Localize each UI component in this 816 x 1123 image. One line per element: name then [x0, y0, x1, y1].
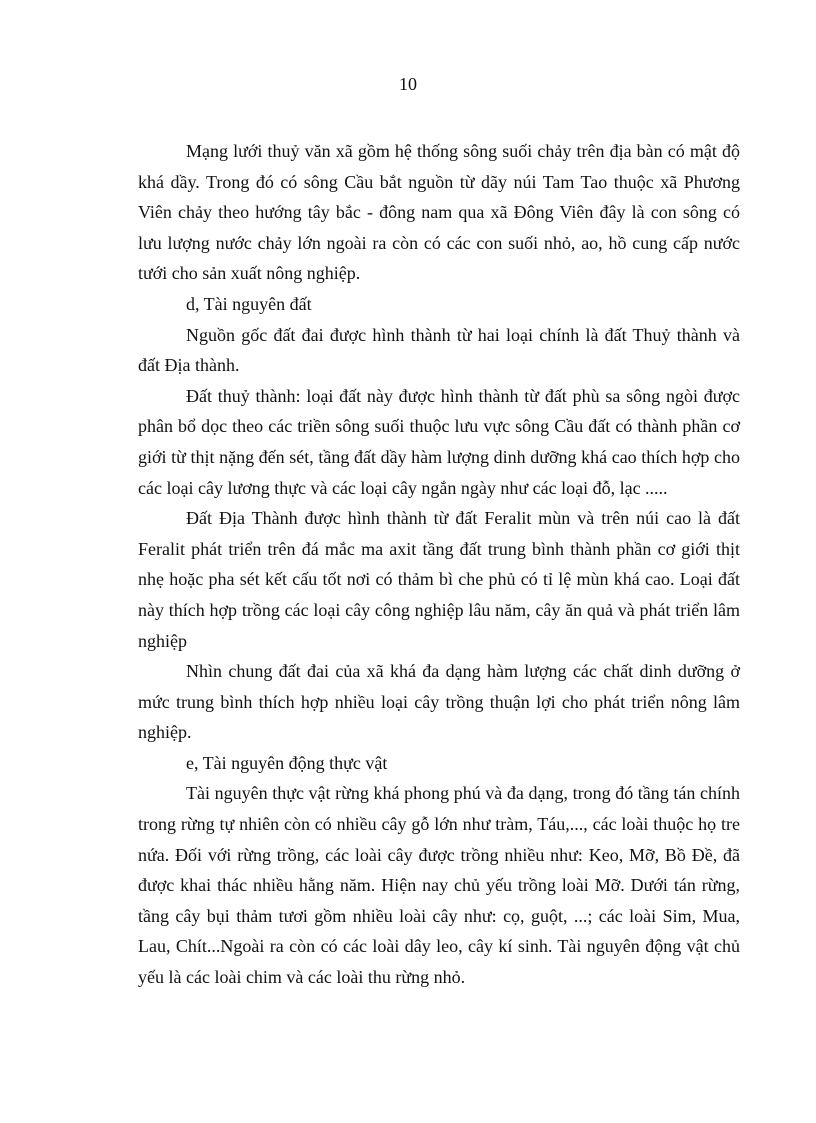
document-body — [138, 136, 740, 993]
paragraph-land-origin: Nguồn gốc đất đai được hình thành từ hai loại chính là đất Thuỷ thành và đất Địa thành. — [138, 324, 740, 376]
paragraph-hydrology: Mạng lưới thuỷ văn xã gồm hệ thống sông suối chảy trên địa bàn có mật độ khá dầy. Trong đó có sông Cầu bắt nguồn từ dãy núi Tam Tao thuộc xã Phương Viên chảy theo hướng tây bắc - đông nam qua xã Đông Viên đây là con sông có lưu lượng nước chảy lớn ngoài ra còn có các con suối nhỏ, ao, hồ cung cấp nước tưới cho sản xuất nông nghiệp. — [138, 141, 740, 284]
paragraph-alluvial-soil: Đất thuỷ thành: loại đất này được hình thành từ đất phù sa sông ngòi được phân bổ dọc theo các triền sông suối thuộc lưu vực sông Cầu đất có thành phần cơ giới từ thịt nặng đến sét, tầng đất dầy hàm lượng dinh dưỡng khá cao thích hợp cho các loại cây lương thực và các loại cây ngắn ngày như các loại đỗ, lạc ..... — [138, 385, 740, 498]
paragraph-feralit-soil: Đất Địa Thành được hình thành từ đất Feralit mùn và trên núi cao là đất Feralit phát triển trên đá mắc ma axit tầng đất trung bình thành phần cơ giới thịt nhẹ hoặc pha sét kết cấu tốt nơi có thảm bì che phủ có tỉ lệ mùn khá cao. Loại đất này thích hợp trồng các loại cây công nghiệp lâu năm, cây ăn quả và phát triển lâm nghiệp — [138, 508, 740, 651]
heading-flora-fauna: e, Tài nguyên động thực vật — [186, 752, 388, 773]
heading-land-resources: d, Tài nguyên đất — [186, 293, 312, 314]
paragraph-forest-resources: Tài nguyên thực vật rừng khá phong phú và đa dạng, trong đó tầng tán chính trong rừng tự nhiên còn có nhiều cây gỗ lớn như tràm, Táu,..., các loài thuộc họ tre nứa. Đối với rừng trồng, các loài cây được trồng nhiều như: Keo, Mỡ, Bồ Đề, đã được khai thác nhiều hằng năm. Hiện nay chủ yếu trồng loài Mỡ. Dưới tán rừng, tầng cây bụi thảm tươi gồm nhiều loài cây như: cọ, guột, ...; các loài Sim, Mua, Lau, Chít...Ngoài ra còn có các loài dây leo, cây kí sinh. Tài nguyên động vật chủ yếu là các loài chim và các loài thu rừng nhỏ. — [138, 783, 740, 988]
paragraph-land-summary: Nhìn chung đất đai của xã khá đa dạng hàm lượng các chất dinh dưỡng ở mức trung bình thích hợp nhiều loại cây trồng thuận lợi cho phát triển nông lâm nghiệp. — [138, 661, 740, 743]
page-number: 10 — [399, 74, 417, 94]
